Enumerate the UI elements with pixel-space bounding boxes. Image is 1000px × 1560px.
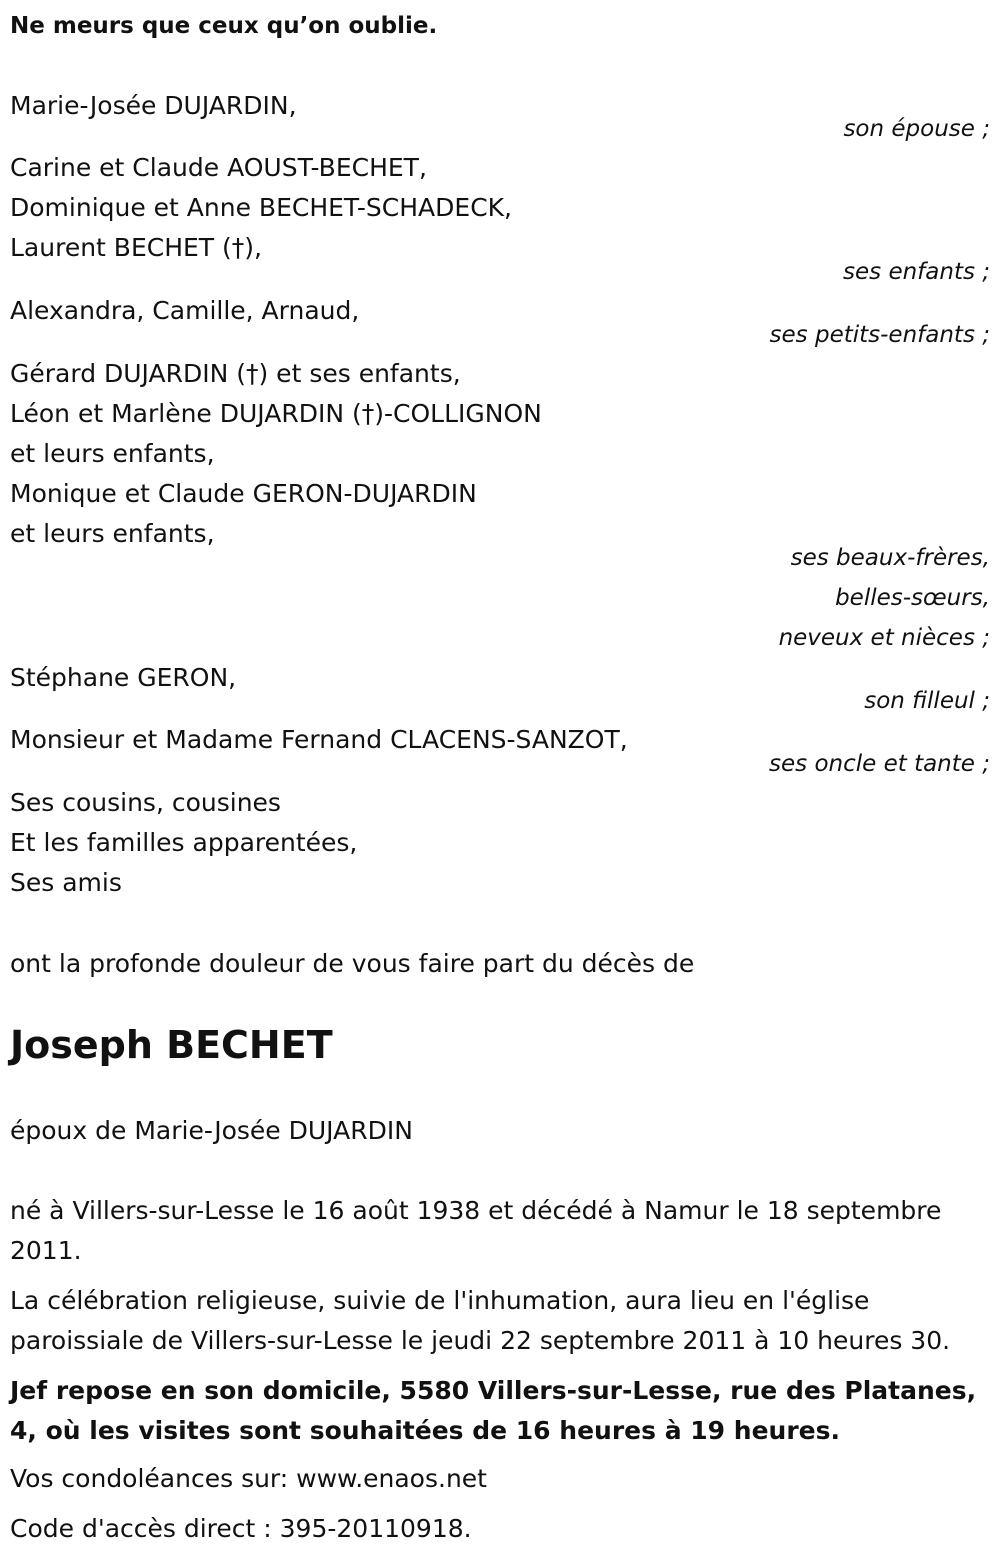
- announcement: ont la profonde douleur de vous faire part du décès de: [10, 949, 695, 978]
- access-code: Code d'accès direct : 395-20110918.: [10, 1514, 472, 1543]
- family-line: Marie-Josée DUJARDIN,: [10, 91, 297, 120]
- family-line: Ses amis: [10, 868, 122, 897]
- family-line: Monique et Claude GERON-DUJARDIN: [10, 479, 477, 508]
- visit-info: Jef repose en son domicile, 5580 Villers-sur-Lesse, rue des Platanes, 4, où les visites sont souhaitées de 16 heures à 19 heures.: [10, 1376, 977, 1445]
- relation-label: ses oncle et tante ;: [769, 751, 990, 777]
- spouse-line: époux de Marie-Josée DUJARDIN: [10, 1116, 413, 1145]
- family-line: Stéphane GERON,: [10, 663, 237, 692]
- family-line: Dominique et Anne BECHET-SCHADECK,: [10, 193, 512, 222]
- condolences-link: Vos condoléances sur: www.enaos.net: [10, 1464, 487, 1493]
- deceased-name: Joseph BECHET: [10, 1023, 333, 1067]
- ceremony-info: La célébration religieuse, suivie de l'inhumation, aura lieu en l'église paroissiale de Villers-sur-Lesse le jeudi 22 septembre 2011 à 10 heures 30.: [10, 1286, 951, 1355]
- birth-death-dates: né à Villers-sur-Lesse le 16 août 1938 et décédé à Namur le 18 septembre 2011.: [10, 1196, 942, 1265]
- family-line: Laurent BECHET (†),: [10, 233, 262, 262]
- relation-label: ses beaux-frères,: [790, 545, 990, 571]
- relation-label: ses petits-enfants ;: [769, 322, 990, 348]
- family-line: et leurs enfants,: [10, 519, 215, 548]
- relation-label: son filleul ;: [864, 688, 990, 714]
- family-line: Gérard DUJARDIN (†) et ses enfants,: [10, 359, 461, 388]
- family-line: et leurs enfants,: [10, 439, 215, 468]
- relation-label: son épouse ;: [843, 116, 990, 142]
- relation-label: belles-sœurs,: [835, 585, 990, 611]
- family-line: Et les familles apparentées,: [10, 828, 358, 857]
- family-line: Alexandra, Camille, Arnaud,: [10, 296, 360, 325]
- relation-label: ses enfants ;: [843, 259, 990, 285]
- family-line: Léon et Marlène DUJARDIN (†)-COLLIGNON: [10, 399, 542, 428]
- family-line: Monsieur et Madame Fernand CLACENS-SANZOT,: [10, 725, 628, 754]
- motto: Ne meurs que ceux qu’on oublie.: [10, 13, 438, 39]
- family-line: Ses cousins, cousines: [10, 788, 281, 817]
- family-line: Carine et Claude AOUST-BECHET,: [10, 153, 427, 182]
- relation-label: neveux et nièces ;: [778, 625, 990, 651]
